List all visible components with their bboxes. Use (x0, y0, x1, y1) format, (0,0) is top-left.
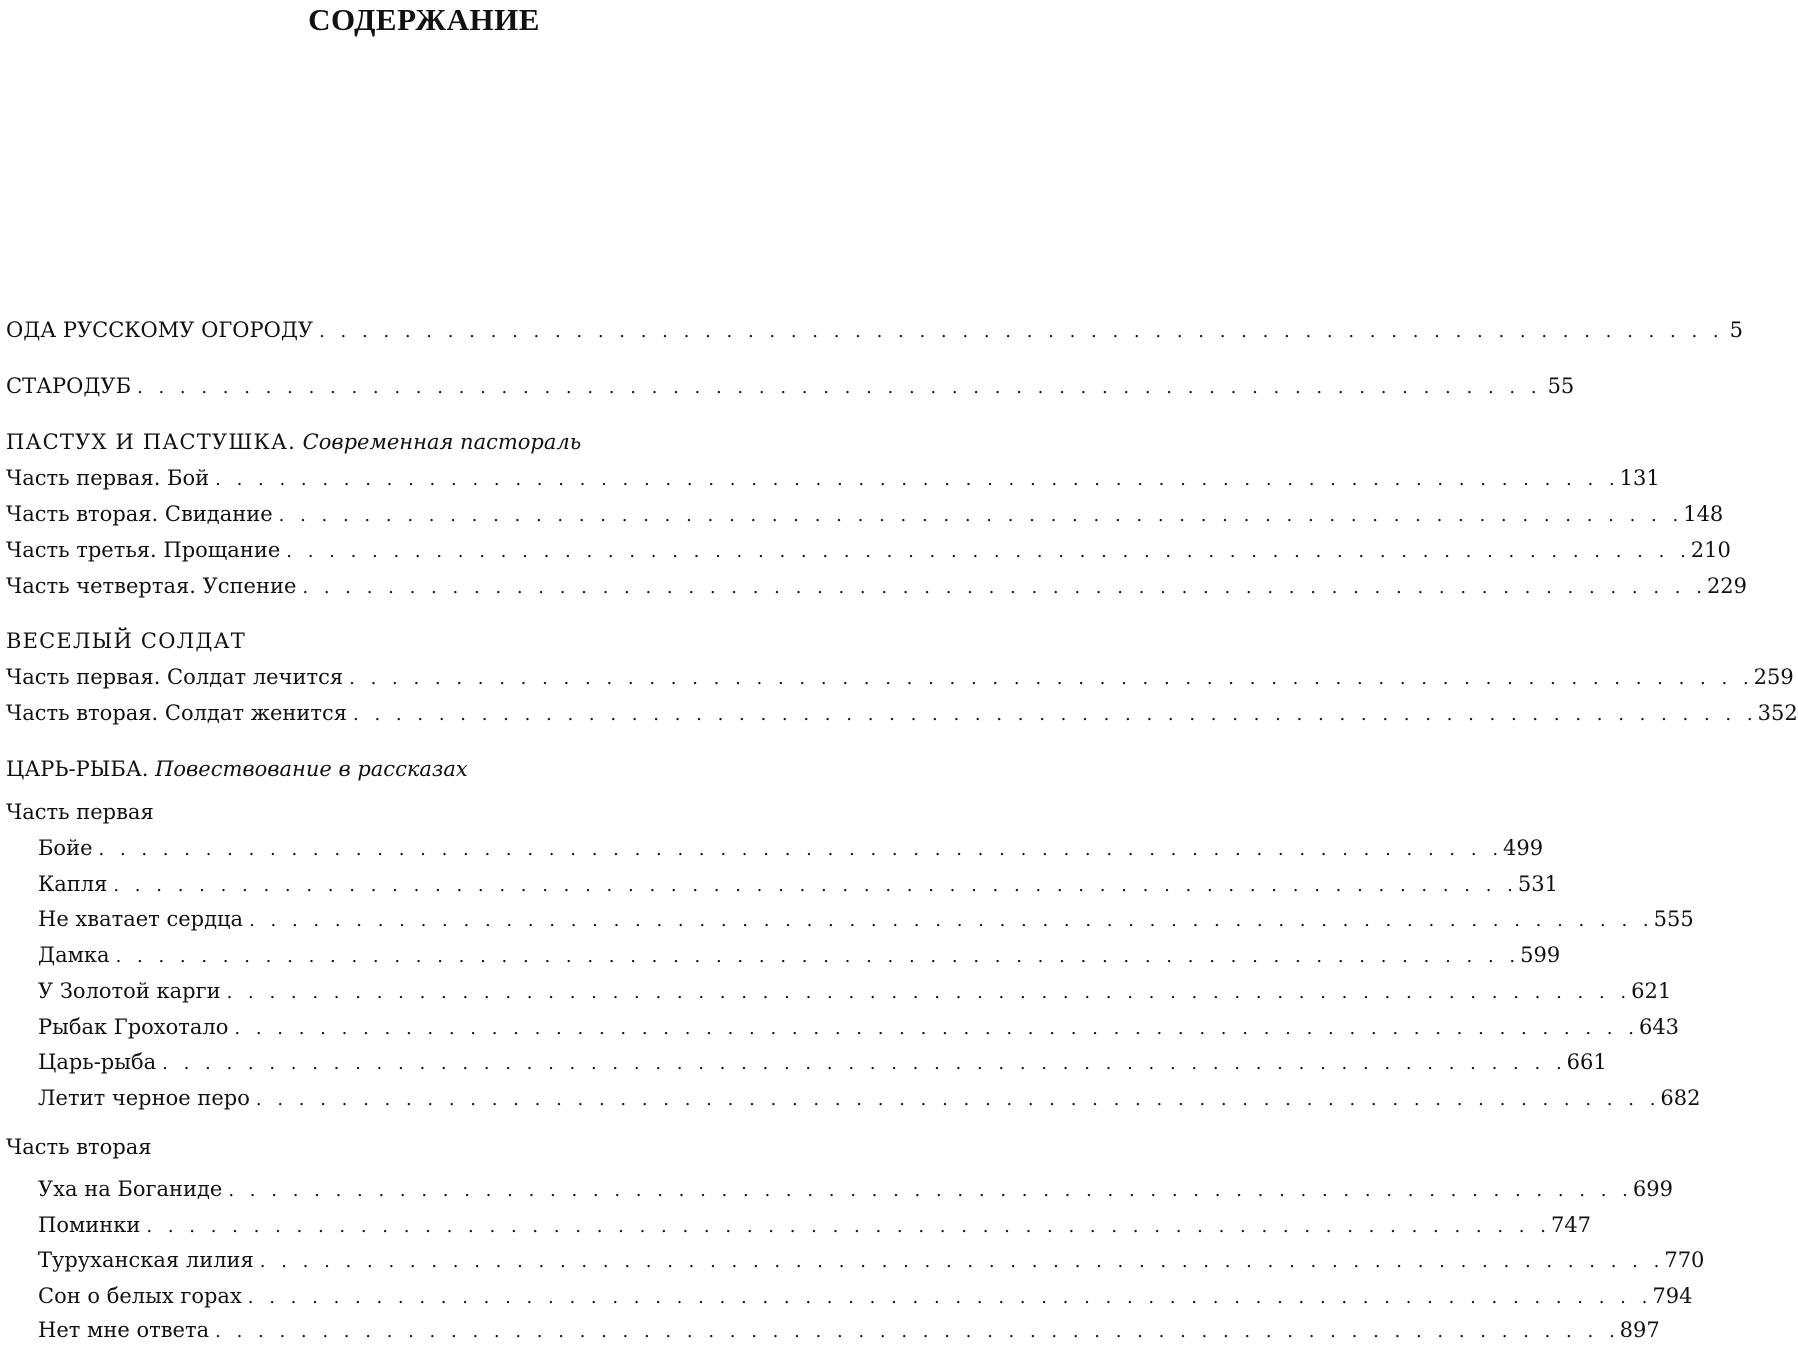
page-title: СОДЕРЖАНИЕ (308, 2, 540, 37)
dot-leader: . . . . . . . . . . . . . . . . . . . . . . . . . . . . . . . . . . . . . . . . . . . . . . . . . . . . . . . . . . . . . . . . . . (228, 1180, 1633, 1201)
toc-page-number: 897 (1619, 1318, 1660, 1342)
dot-leader: . . . . . . . . . . . . . . . . . . . . . . . . . . . . . . . . . . . . . . . . . . . . . . . . . . . . . . . . . . . . . . . . . . (162, 1053, 1567, 1074)
toc-page-number: 747 (1550, 1213, 1592, 1237)
toc-entry-label: Рыбак Грохотало (38, 1015, 229, 1039)
section-title: ЦАРЬ-РЫБА. (6, 757, 149, 781)
toc-page-number: 148 (1683, 502, 1724, 526)
dot-leader: . . . . . . . . . . . . . . . . . . . . . . . . . . . . . . . . . . . . . . . . . . . . . . . . . . . . . . . . . . . . . . . . . . (302, 577, 1707, 598)
section-title: ПАСТУХ И ПАСТУШКА. (6, 430, 296, 454)
dot-leader: . . . . . . . . . . . . . . . . . . . . . . . . . . . . . . . . . . . . . . . . . . . . . . . . . . . . . . . . . . . . . . . . . . (249, 910, 1654, 931)
toc-entry[interactable] (38, 1210, 1592, 1240)
toc-page-number: 259 (1753, 665, 1794, 689)
toc-page-number: 531 (1517, 872, 1558, 896)
dot-leader: . . . . . . . . . . . . . . . . . . . . . . . . . . . . . . . . . . . . . . . . . . . . . . . . . . . . . . . . . . . . . . . . . . (319, 321, 1724, 342)
toc-entry-label: Бойе (38, 836, 93, 860)
section-subtitle: Повествование в рассказах (155, 757, 468, 781)
toc-entry-label: Часть третья. Прощание (6, 538, 281, 562)
dot-leader: . . . . . . . . . . . . . . . . . . . . . . . . . . . . . . . . . . . . . . . . . . . . . . . . . . . . . . . . . . . . . . . . . . (215, 469, 1620, 490)
toc-entry-label: Часть четвертая. Успение (6, 574, 297, 598)
toc-page-number: 770 (1664, 1248, 1705, 1272)
toc-entry-label: Уха на Боганиде (38, 1177, 223, 1201)
toc-entry-label: СТАРОДУБ (6, 374, 132, 398)
section-title: ВЕСЕЛЫЙ СОЛДАТ (6, 629, 246, 653)
dot-leader: . . . . . . . . . . . . . . . . . . . . . . . . . . . . . . . . . . . . . . . . . . . . . . . . . . . . . . . . . . . . . . . . . . (286, 541, 1691, 562)
toc-page-number: 682 (1660, 1086, 1701, 1110)
toc-entry[interactable] (38, 940, 1561, 970)
toc-page-number: 699 (1632, 1177, 1673, 1201)
toc-entry-label: Часть первая. Бой (6, 466, 210, 490)
part-heading: Часть вторая (6, 1135, 152, 1159)
toc-entry[interactable] (38, 1245, 1705, 1275)
toc-page-number: 599 (1520, 943, 1561, 967)
toc-entry-label: Часть первая. Солдат лечится (6, 665, 344, 689)
dot-leader: . . . . . . . . . . . . . . . . . . . . . . . . . . . . . . . . . . . . . . . . . . . . . . . . . . . . . . . . . . . . . . . . . . (226, 982, 1632, 1003)
toc-entry[interactable] (38, 1315, 1660, 1345)
toc-entry-label: ОДА РУССКОМУ ОГОРОДУ (6, 318, 314, 342)
toc-entry-label: Сон о белых горах (38, 1284, 242, 1308)
toc-entry[interactable] (38, 976, 1672, 1006)
toc-entry-label: У Золотой карги (38, 979, 221, 1003)
toc-entry[interactable] (6, 463, 1660, 493)
toc-entry-label: Летит черное перо (38, 1086, 250, 1110)
section-subtitle: Современная пастораль (302, 430, 582, 454)
dot-leader: . . . . . . . . . . . . . . . . . . . . . . . . . . . . . . . . . . . . . . . . . . . . . . . . . . . . . . . . . . . . . . . . . . (247, 1287, 1653, 1308)
toc-entry[interactable] (38, 1083, 1701, 1113)
toc-page-number: 555 (1653, 907, 1694, 931)
toc-page-number: 621 (1631, 979, 1672, 1003)
toc-entry[interactable] (38, 1012, 1680, 1042)
toc-entry-label: Часть вторая. Свидание (6, 502, 273, 526)
dot-leader: . . . . . . . . . . . . . . . . . . . . . . . . . . . . . . . . . . . . . . . . . . . . . . . . . . . . . . . . . . . . . . . . . . (349, 668, 1754, 689)
toc-page-number: 229 (1706, 574, 1748, 598)
toc-page-number: 661 (1566, 1050, 1607, 1074)
toc-entry[interactable] (38, 1281, 1693, 1311)
section-heading-tsar-ryba (6, 754, 468, 784)
dot-leader: . . . . . . . . . . . . . . . . . . . . . . . . . . . . . . . . . . . . . . . . . . . . . . . . . . . . . . . . . . . . . . . . . . (278, 505, 1684, 526)
toc-page-number: 210 (1690, 538, 1731, 562)
toc-entry[interactable] (6, 662, 1794, 692)
toc-entry-label: Капля (38, 872, 108, 896)
toc-page-number: 352 (1757, 701, 1798, 725)
toc-entry-oda[interactable] (6, 315, 1743, 345)
toc-entry[interactable] (38, 904, 1694, 934)
toc-entry[interactable] (6, 698, 1798, 728)
toc-entry[interactable] (38, 833, 1544, 863)
dot-leader: . . . . . . . . . . . . . . . . . . . . . . . . . . . . . . . . . . . . . . . . . . . . . . . . . . . . . . . . . . . . . . . . . . (215, 1321, 1620, 1342)
dot-leader: . . . . . . . . . . . . . . . . . . . . . . . . . . . . . . . . . . . . . . . . . . . . . . . . . . . . . . . . . . . . . . . . . . (146, 1216, 1551, 1237)
toc-entry-label: Нет мне ответа (38, 1318, 210, 1342)
dot-leader: . . . . . . . . . . . . . . . . . . . . . . . . . . . . . . . . . . . . . . . . . . . . . . . . . . . . . . . . . . . . . . . . . . (113, 875, 1518, 896)
toc-entry[interactable] (38, 1047, 1607, 1077)
dot-leader: . . . . . . . . . . . . . . . . . . . . . . . . . . . . . . . . . . . . . . . . . . . . . . . . . . . . . . . . . . . . . . . . . . (255, 1089, 1661, 1110)
toc-entry[interactable] (38, 869, 1558, 899)
dot-leader: . . . . . . . . . . . . . . . . . . . . . . . . . . . . . . . . . . . . . . . . . . . . . . . . . . . . . . . . . . . . . . . . . . (137, 377, 1542, 398)
toc-page-number: 5 (1729, 318, 1743, 342)
part-heading: Часть первая (6, 800, 154, 824)
dot-leader: . . . . . . . . . . . . . . . . . . . . . . . . . . . . . . . . . . . . . . . . . . . . . . . . . . . . . . . . . . . . . . . . . . (353, 704, 1758, 725)
section-heading-soldat (6, 626, 246, 656)
toc-entry[interactable] (6, 535, 1731, 565)
toc-page-number: 55 (1547, 374, 1575, 398)
toc-entry-label: Не хватает сердца (38, 907, 244, 931)
toc-page-number: 131 (1619, 466, 1660, 490)
toc-entry-label: Часть вторая. Солдат женится (6, 701, 348, 725)
toc-entry-label: Дамка (38, 943, 110, 967)
toc-entry[interactable] (6, 499, 1724, 529)
toc-entry-label: Царь-рыба (38, 1050, 157, 1074)
toc-entry[interactable] (38, 1174, 1673, 1204)
toc-page-number: 643 (1638, 1015, 1680, 1039)
dot-leader: . . . . . . . . . . . . . . . . . . . . . . . . . . . . . . . . . . . . . . . . . . . . . . . . . . . . . . . . . . . . . . . . . . (259, 1251, 1665, 1272)
dot-leader: . . . . . . . . . . . . . . . . . . . . . . . . . . . . . . . . . . . . . . . . . . . . . . . . . . . . . . . . . . . . . . . . . . (98, 839, 1504, 860)
dot-leader: . . . . . . . . . . . . . . . . . . . . . . . . . . . . . . . . . . . . . . . . . . . . . . . . . . . . . . . . . . . . . . . . . . (115, 946, 1521, 967)
toc-page-number: 499 (1503, 836, 1544, 860)
toc-page-number: 794 (1652, 1284, 1693, 1308)
toc-entry-label: Поминки (38, 1213, 141, 1237)
section-heading-pastukh (6, 427, 581, 457)
toc-entry[interactable] (6, 571, 1748, 601)
dot-leader: . . . . . . . . . . . . . . . . . . . . . . . . . . . . . . . . . . . . . . . . . . . . . . . . . . . . . . . . . . . . . . . . . . (234, 1018, 1639, 1039)
toc-entry-starodub[interactable] (6, 371, 1575, 401)
toc-entry-label: Туруханская лилия (38, 1248, 254, 1272)
